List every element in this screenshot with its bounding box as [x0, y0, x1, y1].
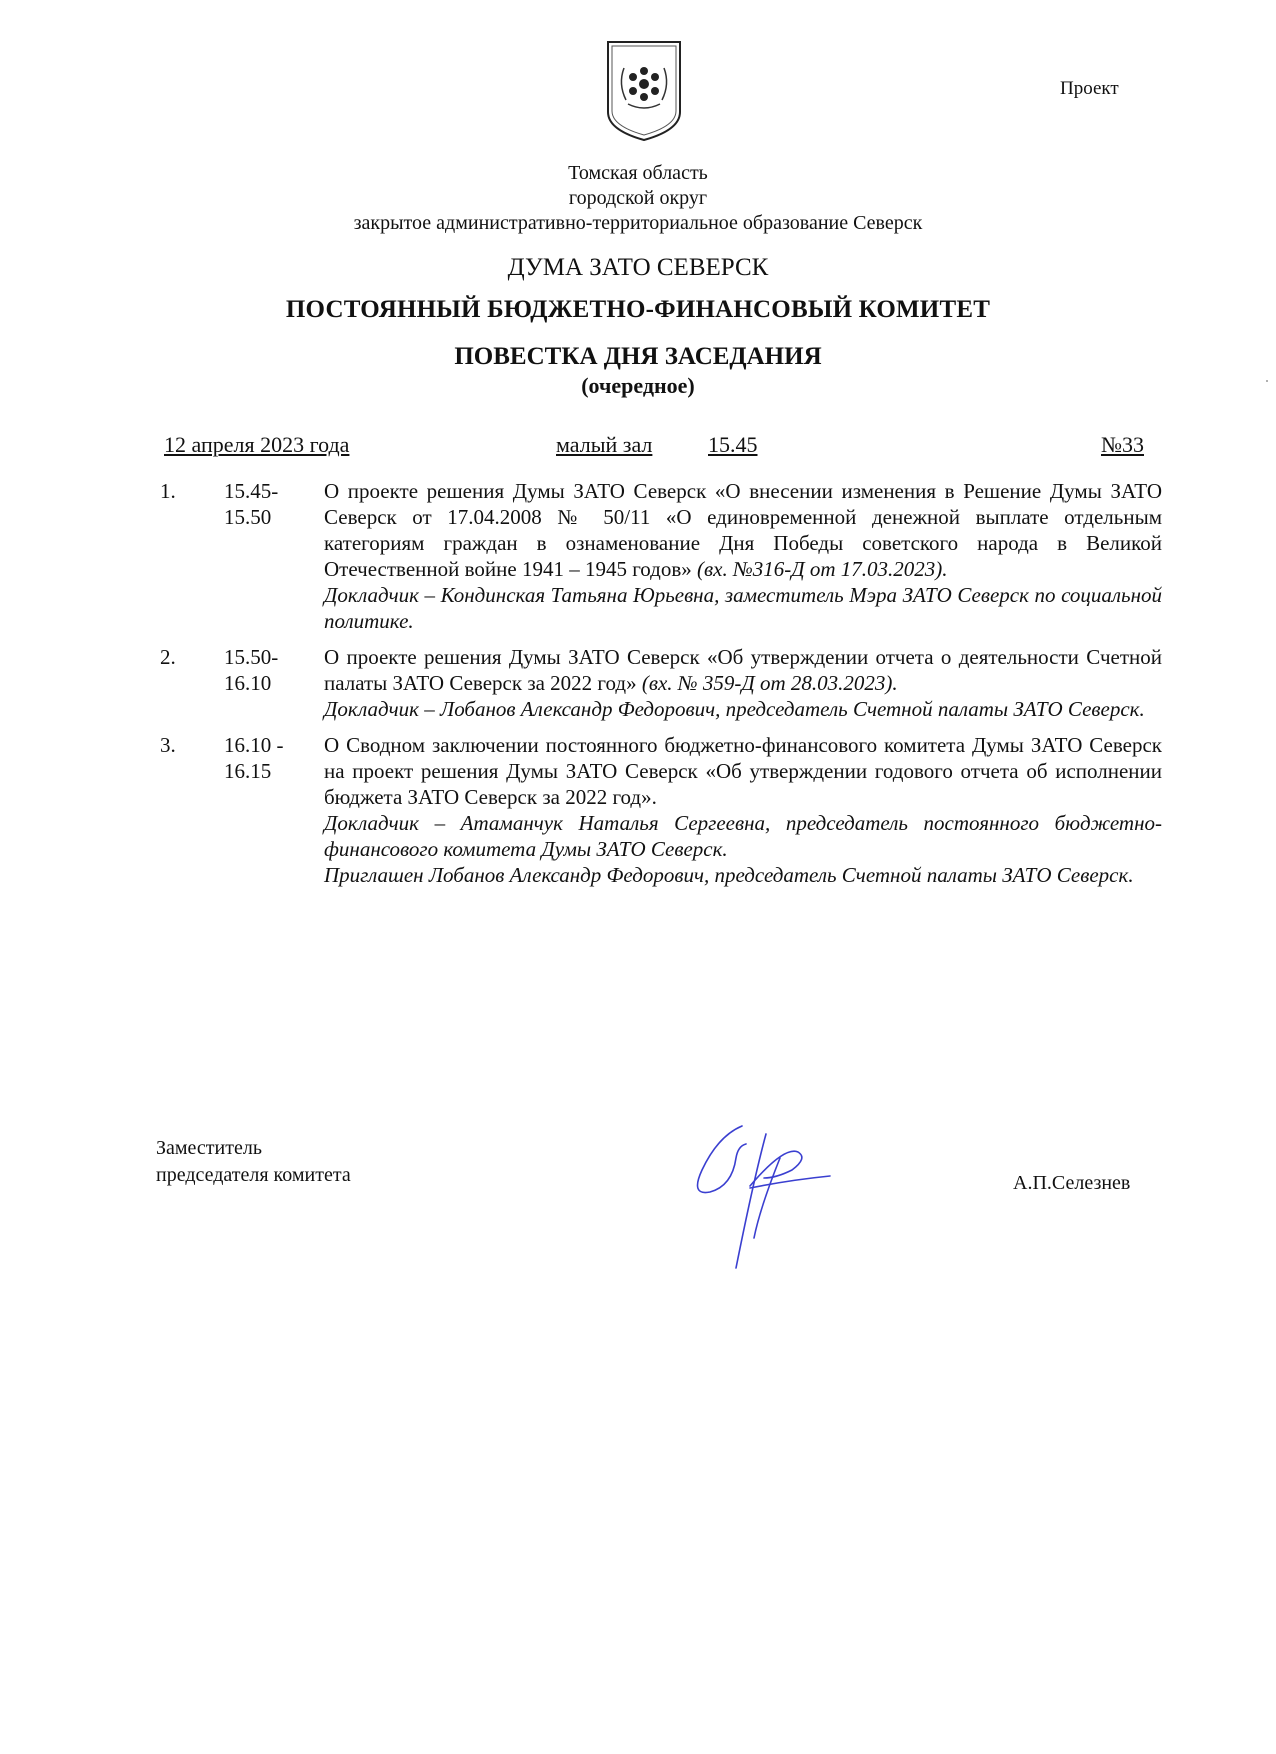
item-time [224, 644, 324, 722]
scan-speck [1266, 380, 1268, 382]
region-line: Томская область [568, 162, 708, 184]
item-body [324, 478, 1162, 634]
agenda-item [160, 732, 1162, 888]
meeting-date: 12 апреля 2023 года [164, 432, 350, 457]
item-time-end: 15.50 [224, 505, 272, 529]
item-body [324, 644, 1162, 722]
committee-heading: ПОСТОЯННЫЙ БЮДЖЕТНО-ФИНАНСОВЫЙ КОМИТЕТ [285, 296, 991, 323]
item-reference: (вх. №316-Д от 17.03.2023). [697, 557, 948, 581]
item-speaker: Докладчик – Кондинская Татьяна Юрьевна, заместитель Мэра ЗАТО Северск по социальной политике. [324, 583, 1162, 633]
item-text: О проекте решения Думы ЗАТО Северск «О внесении изменения в Решение Думы ЗАТО Северск от 17.04.2008 № 50/11 «О единовременной денежной выплате отдельным категориям граждан в ознаменование Дня Победы советского народа в Великой Отечественной войне 1941 – 1945 годов» [324, 479, 1162, 581]
item-number: 2. [160, 645, 176, 669]
item-time-start: 15.50- [224, 645, 279, 669]
item-time-start: 16.10 - [224, 733, 284, 757]
signer-position [156, 1135, 351, 1189]
handwritten-signature [680, 1118, 850, 1278]
region-heading [0, 161, 1276, 236]
agenda-type: (очередное) [581, 373, 695, 398]
region-line: городской округ [568, 187, 708, 209]
signer-position-line: Заместитель [156, 1137, 262, 1159]
document-status: Проект [1060, 78, 1119, 99]
item-time-end: 16.15 [224, 759, 272, 783]
item-time [224, 732, 324, 888]
coat-of-arms-emblem [604, 38, 684, 144]
item-reference: (вх. № 359-Д от 28.03.2023). [641, 671, 898, 695]
meeting-room: малый зал [556, 432, 653, 457]
item-number: 3. [160, 733, 176, 757]
item-invited: Приглашен Лобанов Александр Федорович, председатель Счетной палаты ЗАТО Северск. [324, 863, 1134, 887]
item-body [324, 732, 1162, 888]
agenda-item [160, 644, 1162, 722]
item-speaker: Докладчик – Лобанов Александр Федорович, председатель Счетной палаты ЗАТО Северск. [324, 697, 1145, 721]
signer-position-line: председателя комитета [156, 1164, 351, 1186]
signer-name: А.П.Селезнев [1013, 1172, 1131, 1194]
item-text: О проекте решения Думы ЗАТО Северск «Об утверждении отчета о деятельности Счетной палаты ЗАТО Северск за 2022 год» [324, 645, 1162, 695]
region-line: закрытое административно-территориальное образование Северск [353, 212, 923, 234]
item-speaker: Докладчик – Атаманчук Наталья Сергеевна, председатель постоянного бюджетно-финансового комитета Думы ЗАТО Северск. [324, 811, 1162, 861]
agenda-item [160, 478, 1162, 634]
item-time-start: 15.45- [224, 479, 279, 503]
item-text: О Сводном заключении постоянного бюджетно-финансового комитета Думы ЗАТО Северск на проект решения Думы ЗАТО Северск «Об утверждении годового отчета об исполнении бюджета ЗАТО Северск за 2022 год». [324, 733, 1162, 809]
agenda-list [160, 478, 1162, 898]
duma-heading: ДУМА ЗАТО СЕВЕРСК [507, 254, 769, 281]
agenda-title: ПОВЕСТКА ДНЯ ЗАСЕДАНИЯ [454, 343, 822, 370]
meeting-time: 15.45 [708, 432, 758, 457]
meeting-number: №33 [1101, 432, 1144, 457]
item-time-end: 16.10 [224, 671, 272, 695]
item-time [224, 478, 324, 634]
item-number: 1. [160, 479, 176, 503]
